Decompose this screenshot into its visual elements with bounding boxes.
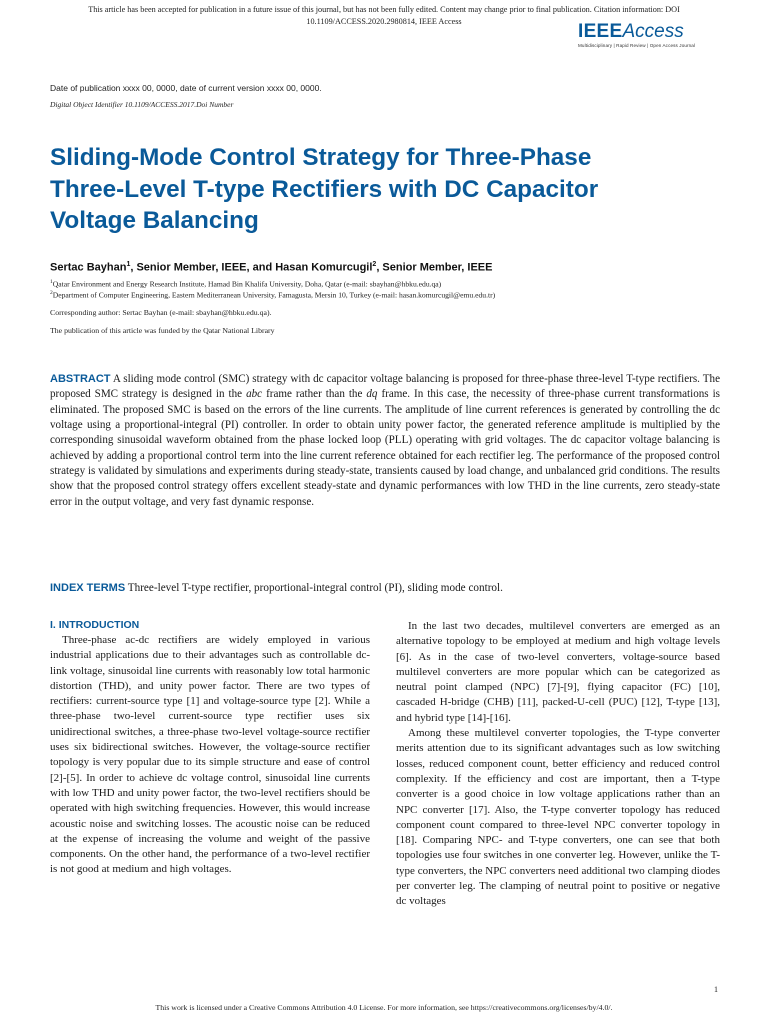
abstract-text-3: frame. In this case, the necessity of three-phase current transformations is eliminated. The proposed SMC is based on the errors of the line currents. The amplitude of line current references is generated by controlling the dc voltage using a proportional-integral (PI) controller. In order to obtain unity power factor, the generated reference amplitude is multiplied by the corresponding sinusoidal waveform obtained from the phase locked loop (PLL) operating with grid voltages. The dc capacitor voltage balancing is achieved by adding a proportional control term into the line current reference obtained for each rectifier leg. The performance of the proposed control strategy is validated by simulations and experiments during steady-state, transients caused by load change, and unbalanced grid conditions. The results show that the proposed control strategy offers excellent steady-state and dynamic performances with low THD in the line currents, zero steady-state error in the output voltage, and very fast dynamic response.: [50, 388, 720, 508]
author-1: Sertac Bayhan: [50, 261, 127, 274]
author-list: [50, 261, 730, 274]
index-terms-label: INDEX TERMS: [50, 582, 126, 594]
intro-paragraph-1: Three-phase ac-dc rectifiers are widely employed in various industrial applications due to their advantages such as controllable dc-link voltage, sinusoidal line currents with reasonably low total harmonic distortion (THD), and unity power factor. There are two types of rectifiers: current-source type [1] and voltage-source type [2]. While a three-phase two-level current-source type rectifier uses six unidirectional switches, a three-phase two-level voltage-source rectifier uses six bidirectional switches. However, the voltage-source rectifier topology is very popular due to its simple structure and ease of control [2]-[5]. In order to achieve dc voltage control, sinusoidal line currents with low THD and unity power factor, the two-level rectifiers should be operated with high switching frequencies. However, this would increase acoustic noise and switching losses. The acoustic noise can be reduced at the expense of increasing the volume and weight of the passive components. On the other hand, the performance of a two-level rectifier is not good at medium and high voltages.: [50, 634, 370, 876]
index-terms-text: Three-level T-type rectifier, proportional-integral control (PI), sliding mode control.: [125, 582, 503, 594]
abstract: [50, 372, 720, 510]
paper-title: [50, 142, 730, 237]
logo-tagline: Multidisciplinary | Rapid Review | Open Access Journal: [578, 43, 696, 48]
logo-ieee: IEEE: [578, 21, 623, 42]
affiliation-1-text: Qatar Environment and Energy Research Institute, Hamad Bin Khalifa University, Doha, Qatar (e-mail: sbayhan@hbku.edu.qa): [52, 279, 442, 289]
publication-date: Date of publication xxxx 00, 0000, date of current version xxxx 00, 0000.: [50, 83, 322, 93]
index-terms: [50, 582, 730, 594]
abstract-label: ABSTRACT: [50, 373, 111, 385]
author-1-role: , Senior Member, IEEE, and Hasan Komurcugil: [130, 261, 373, 274]
affiliation-1: [50, 279, 441, 289]
page-number: 1: [714, 985, 718, 994]
abstract-dq: dq: [366, 388, 378, 401]
notice-line-2: 10.1109/ACCESS.2020.2980814, IEEE Access: [306, 17, 462, 26]
author-2-role: , Senior Member, IEEE: [376, 261, 493, 274]
affiliation-2-sup: 2: [50, 290, 53, 296]
intro-paragraph-3: Among these multilevel converter topologies, the T-type converter merits attention due to its significant advantages such as low switching losses, reduced component count, better efficiency and reduced control complexity. If the efficiency and cost are important, then a T-type converter is a good choice in low voltage applications rather than an NPC converter [17]. Also, the T-type converter topology has reduced component count compared to three-level NPC converter topology in [18]. Comparing NPC- and T-type converters, one can see that both topologies use four switches in one converter leg. However, unlike the T-type converters, the NPC converters need additional two clamping diodes per converter leg. The clamping of neutral point to positive or negative dc voltages: [396, 727, 720, 908]
title-line-1: Sliding-Mode Control Strategy for Three-Phase: [50, 144, 592, 171]
ieee-access-logo: [578, 22, 714, 48]
funding-note: The publication of this article was funded by the Qatar National Library: [50, 326, 275, 335]
author-1-sup: 1: [126, 261, 131, 268]
affiliation-2: [50, 290, 495, 300]
author-2-sup: 2: [372, 261, 377, 268]
section-heading-introduction: I. INTRODUCTION: [50, 619, 140, 631]
corresponding-author: Corresponding author: Sertac Bayhan (e-mail: sbayhan@hbku.edu.qa).: [50, 308, 272, 317]
title-line-2: Three-Level T-type Rectifiers with DC Capacitor: [50, 175, 599, 203]
affiliation-2-text: Department of Computer Engineering, Eastern Mediterranean University, Famagusta, Mersin 10, Turkey (e-mail: hasan.komurcugil@emu.edu.tr): [52, 290, 496, 300]
right-column: [396, 619, 720, 910]
notice-line-1: This article has been accepted for publication in a future issue of this journal, but has not been fully edited. Content may change prior to final publication. Citation information: DOI: [88, 5, 680, 14]
logo-access: Access: [622, 21, 684, 42]
affiliation-1-sup: 1: [50, 279, 53, 285]
abstract-text-1: A sliding mode control (SMC) strategy with dc capacitor voltage balancing is proposed for three-phase three-level T-type rectifiers. The proposed SMC strategy is designed in the: [50, 373, 720, 401]
abstract-abc: abc: [246, 388, 263, 401]
abstract-text-2: frame rather than the: [262, 388, 367, 401]
left-column: [50, 618, 370, 878]
intro-paragraph-2: In the last two decades, multilevel converters are emerged as an alternative topology to be employed at medium and high voltage levels [6]. As in the case of two-level converters, voltage-source based multilevel converters are more popular which can be categorized as neutral point clamped (NPC) [7]-[9], flying capacitor (FC) [10], cascaded H-bridge (CHB) [11], packed-U-cell (PUC) [12], T-type [13], and hybrid type [14]-[16].: [396, 620, 720, 724]
title-line-3: Voltage Balancing: [50, 207, 259, 234]
license-footer: This work is licensed under a Creative Commons Attribution 4.0 License. For more information, see https://creativecommons.org/licenses/by/4.0/.: [155, 1003, 613, 1012]
logo-wordmark: [578, 22, 714, 42]
doi-line: Digital Object Identifier 10.1109/ACCESS.2017.Doi Number: [50, 100, 234, 109]
